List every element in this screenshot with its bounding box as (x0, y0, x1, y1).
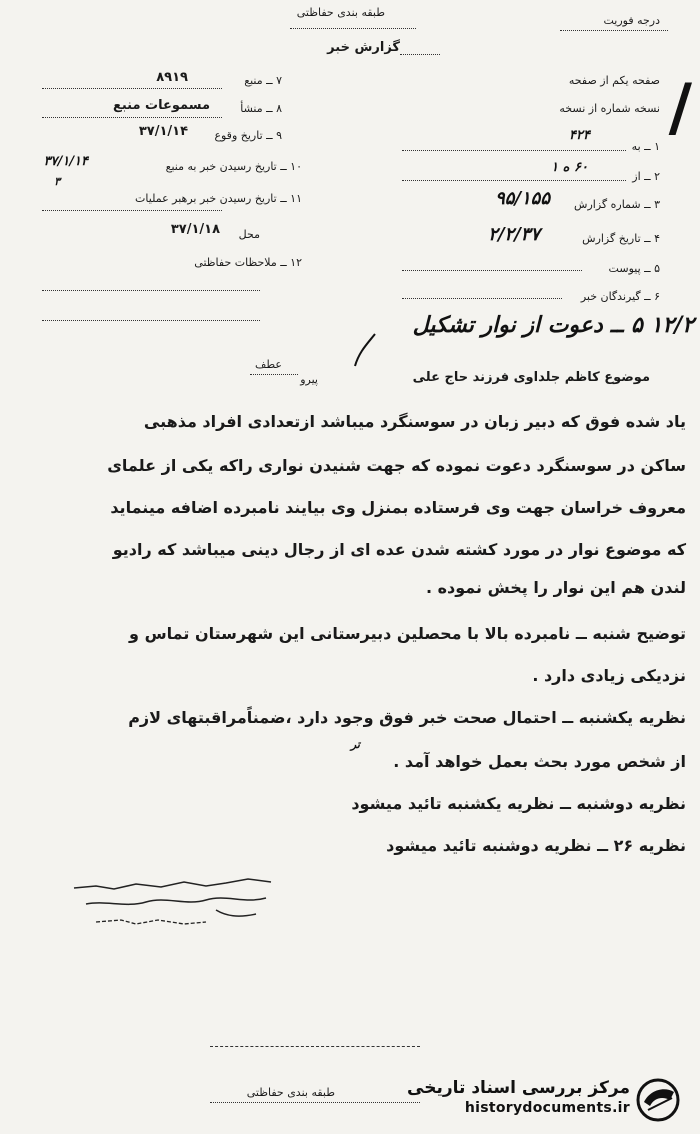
body-line-5: لندن هم این نوار را پخش نموده . (425, 578, 686, 597)
report-title: گزارش خبر (327, 40, 400, 55)
to-label: ۱ ــ به (631, 140, 660, 153)
watermark-logo-icon (632, 1076, 684, 1124)
opinion-line-1: نظریه یکشنبه ــ احتمال صحت خبر فوق وجود دارد ،ضمناًمراقبتهای لازم (128, 708, 686, 727)
attachment-dotted-line (402, 270, 582, 271)
remarks-label: ۱۲ ــ ملاحظات حفاظتی (194, 256, 302, 269)
urgency-dotted-line (560, 30, 668, 31)
footer-top-line (210, 1046, 420, 1047)
report-date-value: ۲/۲/۳۷ (488, 224, 540, 245)
footer-classification-title: طبقه بندی حفاظتی (246, 1086, 335, 1099)
remarks-dotted-line-1 (42, 290, 260, 291)
from-value: ۶۰ ه ۱ (551, 160, 588, 175)
body-line-2: ساکن در سوسنگرد دعوت نموده که جهت شنیدن نواری راکه یکی از علمای (107, 456, 686, 475)
source-value: ۸۹۱۹ (156, 70, 188, 85)
body-line-3: معروف خراسان جهت وی فرستاده بمنزل وی بیایند نامبرده اضافه مینماید (110, 498, 686, 517)
source-label: ۷ ــ منبع (244, 74, 282, 87)
subject-line: موضوع کاظم جلداوی فرزند حاج علی (412, 370, 650, 385)
remarks-dotted-line-2 (42, 320, 260, 321)
opinion-line-4: نظریه ۲۶ ــ نظریه دوشنبه تائید میشود (386, 836, 686, 855)
handwritten-three-mark: ۳ (54, 175, 60, 188)
body-line-4: که موضوع نوار در مورد کشته شدن عده ای از رجال دینی میباشد که رادیو (112, 540, 686, 559)
from-label: ۲ ــ از (632, 170, 660, 183)
occurrence-date-value: ۳۷/۱/۱۴ (138, 124, 188, 139)
receipt-ops-dotted-line (42, 210, 222, 211)
place-label: محل (238, 228, 260, 241)
occurrence-date-label: ۹ ــ تاریخ وقوع (214, 129, 282, 142)
classification-dotted-line (290, 28, 416, 29)
from-dotted-line (402, 180, 626, 181)
recipients-dotted-line (402, 298, 562, 299)
opinion-line-3: نظریه دوشنبه ــ نظریه یکشنبه تائید میشود (351, 794, 686, 813)
atf-dotted-line (250, 374, 298, 375)
footer-dotted-line (210, 1102, 420, 1103)
report-date-label: ۴ ــ تاریخ گزارش (582, 232, 660, 245)
atf-label: عطف (255, 358, 282, 371)
report-number-label: ۳ ــ شماره گزارش (574, 198, 660, 211)
urgency-label: درجه فوریت (603, 14, 660, 27)
handwritten-slash: / (668, 70, 692, 145)
handwritten-hook-stroke (345, 330, 385, 370)
report-number-value: ۹۵/۱۵۵ (495, 188, 550, 209)
opinion-line-2: از شخص مورد بحث بعمل خواهد آمد . (393, 752, 686, 771)
title-dotted-line (400, 54, 440, 55)
handwritten-annotation: ۱۲/۲ ۵ ــ دعوت از نوار تشکیل (412, 312, 694, 338)
origin-label: ۸ ــ منشأ (240, 102, 282, 115)
origin-value: مسموعات منبع (112, 98, 210, 113)
body-line-1: یاد شده فوق که دبیر زبان در سوسنگرد میباشد ازتعدادی افراد مذهبی (143, 412, 686, 431)
watermark-url: historydocuments.ir (464, 1100, 630, 1116)
receipt-date-ops-label: ۱۱ ــ تاریخ رسیدن خبر برهبر عملیات (135, 192, 302, 205)
peyro-label: پیرو (300, 373, 318, 386)
place-value: ۳۷/۱/۱۸ (170, 222, 220, 237)
source-dotted-line (42, 88, 222, 89)
classification-title: طبقه بندی حفاظتی (296, 6, 385, 19)
attachment-label: ۵ ــ پیوست (608, 262, 660, 275)
signature-scribble (66, 870, 306, 950)
explanation-line-1: توضیح شنبه ــ نامبرده بالا با محصلین دبیرستانی این شهرستان تماس و (129, 624, 686, 643)
to-dotted-line (402, 150, 626, 151)
small-handwritten-note: تر (350, 738, 360, 751)
watermark-name: مرکز بررسی اسناد تاریخی (407, 1078, 630, 1098)
origin-dotted-line (42, 117, 222, 118)
receipt-date-source-value: ۳۷/۱/۱۴ (43, 154, 88, 169)
explanation-line-2: نزدیکی زیادی دارد . (532, 666, 686, 685)
page-label: صفحه یکم از صفحه (568, 74, 660, 87)
recipients-label: ۶ ــ گیرندگان خبر (580, 290, 660, 303)
copy-label: نسخه شماره از نسخه (559, 102, 660, 115)
to-value: ۴۲۴ (569, 128, 590, 143)
receipt-date-source-label: ۱۰ ــ تاریخ رسیدن خبر به منبع (165, 160, 302, 173)
